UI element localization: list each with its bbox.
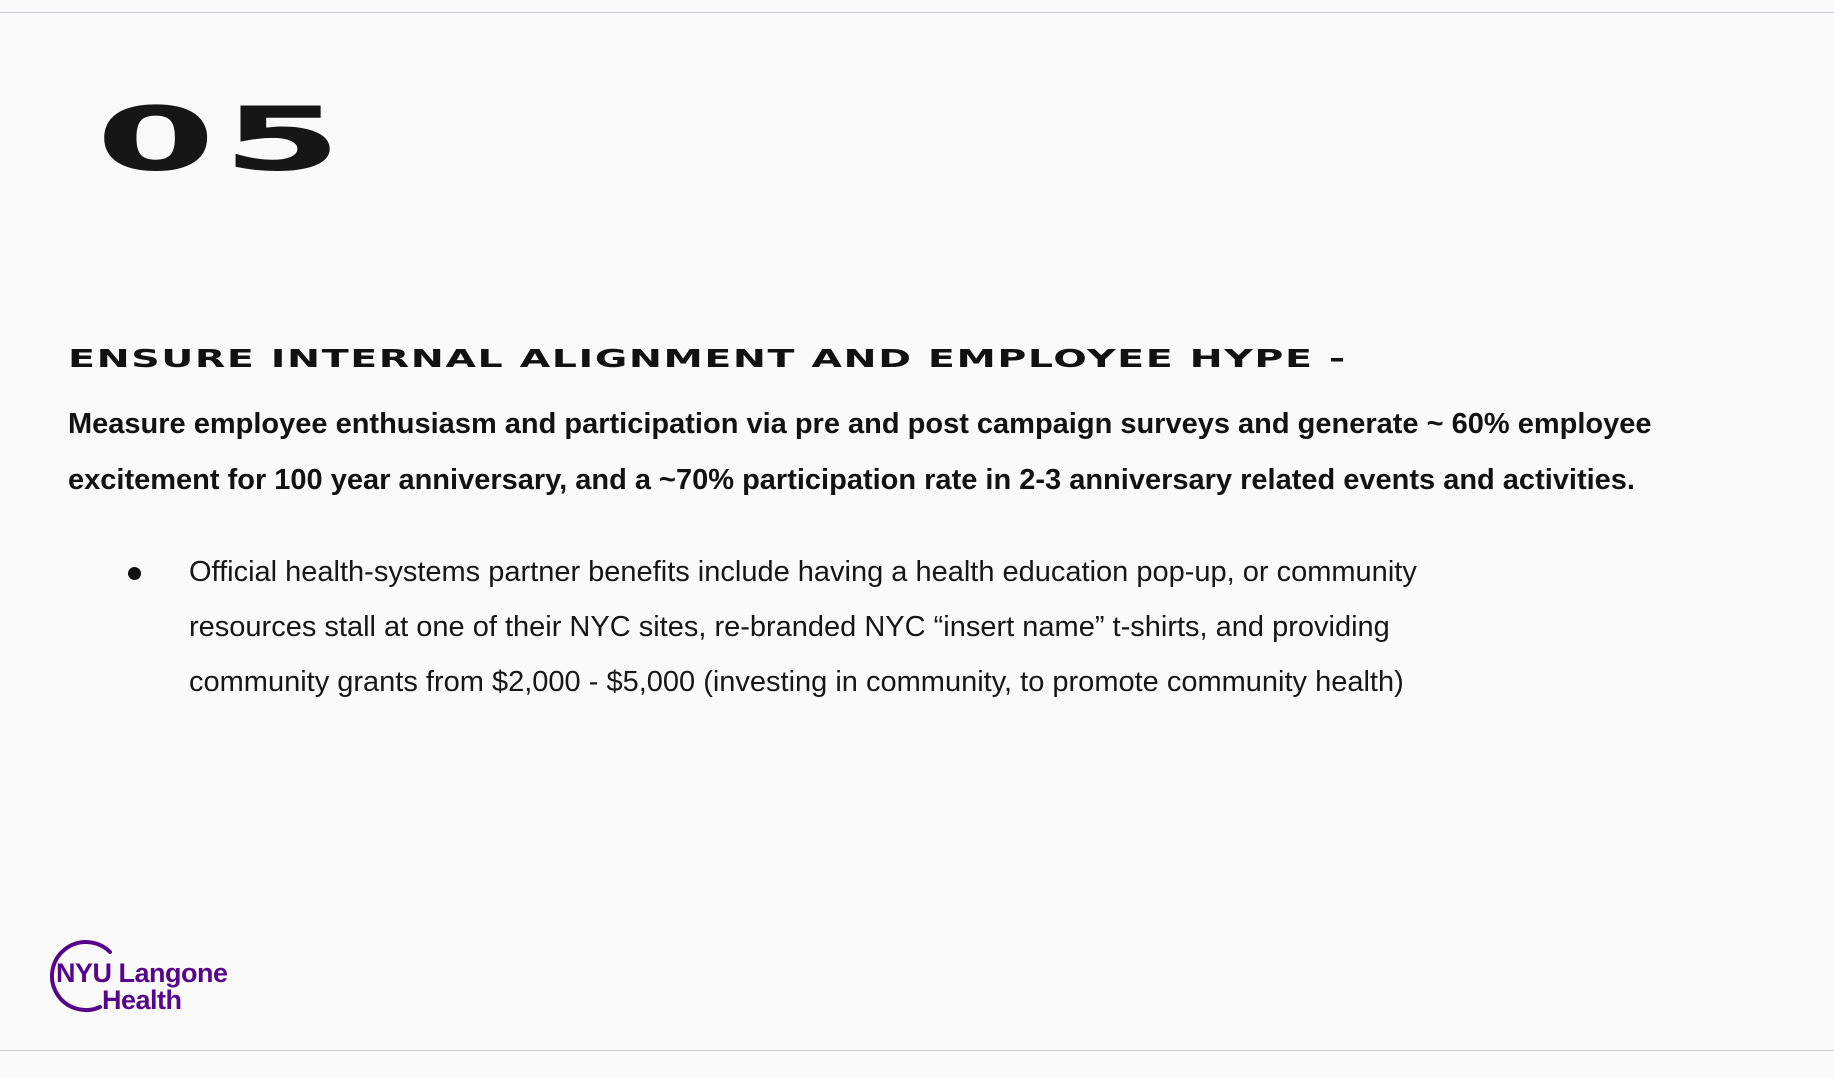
top-divider — [0, 12, 1834, 13]
bullet-list — [122, 545, 1682, 710]
slide-number: 05 — [96, 88, 349, 192]
bottom-divider — [0, 1050, 1834, 1051]
section-title: ENSURE INTERNAL ALIGNMENT AND EMPLOYEE HYPE - — [68, 344, 1347, 373]
bullet-line: Official health-systems partner benefits include having a health education pop-up, or community — [189, 556, 1417, 588]
lead-paragraph — [68, 396, 1788, 508]
list-item — [122, 545, 1682, 710]
bullet-icon — [128, 567, 141, 580]
logo-line-2: Health — [102, 985, 182, 1015]
logo-line-1: NYU Langone — [56, 958, 228, 988]
bullet-line: resources stall at one of their NYC sites, re-branded NYC “insert name” t-shirts, and providing — [189, 611, 1390, 643]
lead-line: excitement for 100 year anniversary, and a ~70% participation rate in 2-3 anniversary related events and activities. — [68, 464, 1635, 496]
lead-line: Measure employee enthusiasm and participation via pre and post campaign surveys and generate ~ 60% employee — [68, 408, 1652, 440]
nyu-langone-health-logo — [42, 940, 232, 1018]
bullet-line: community grants from $2,000 - $5,000 (investing in community, to promote community health) — [189, 666, 1404, 698]
